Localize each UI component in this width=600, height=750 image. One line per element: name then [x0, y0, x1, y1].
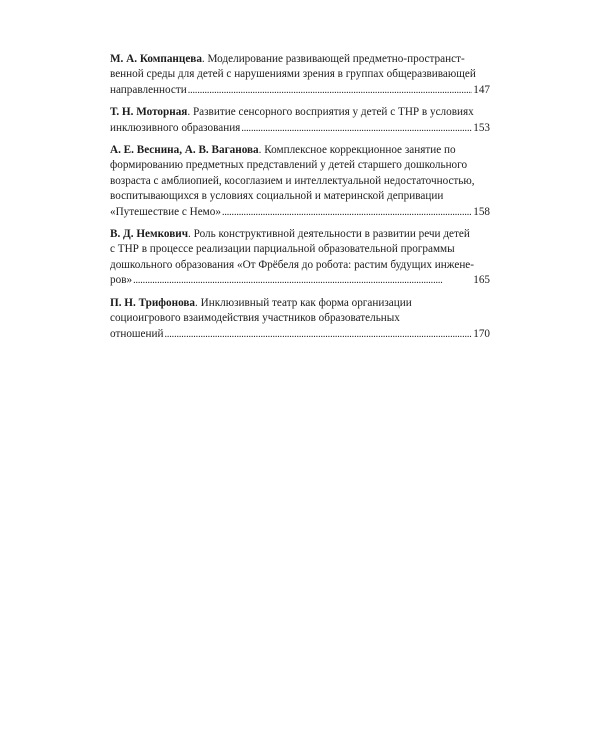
dot-leader — [241, 121, 472, 136]
toc-entry-title-end: отношений — [110, 327, 164, 340]
dot-leader — [222, 205, 472, 220]
toc-entry-page-number: 165 — [473, 274, 490, 287]
toc-entry-last-line — [110, 327, 490, 342]
toc-entry-authors: В. Д. Немкович — [110, 228, 189, 241]
toc-entry-title-line: . Развитие сенсорного восприятия у детей с ТНР в условиях — [187, 106, 474, 119]
toc-entry-authors: А. Е. Веснина, А. В. Ваганова — [110, 144, 259, 157]
toc-entry-first-line — [110, 227, 490, 242]
toc-entry-authors: Т. Н. Моторная — [110, 106, 188, 119]
toc-entry-page-number: 158 — [473, 205, 490, 218]
toc-entry-title-end: «Путешествие с Немо» — [110, 205, 221, 218]
toc-entry-title-line: воспитывающихся в условиях социальной и материнской депривации — [110, 190, 444, 203]
toc-entry-first-line — [110, 296, 490, 311]
toc-entry — [110, 105, 490, 136]
toc-entry-title-end: направленности — [110, 83, 187, 96]
toc-entry-title-line: дошкольного образования «От Фрёбеля до робота: растим будущих инжене- — [110, 258, 474, 271]
toc-entry-title-line: . Моделирование развивающей предметно-пространст- — [201, 53, 465, 65]
toc-entry — [110, 296, 490, 342]
toc-entry-authors: М. А. Компанцева — [110, 53, 202, 65]
toc-entry — [110, 227, 490, 289]
toc-entry-title-line: с ТНР в процессе реализации парциальной образовательной программы — [110, 243, 455, 256]
toc-entry — [110, 143, 490, 220]
toc-entry-last-line — [110, 83, 490, 98]
toc-entry-page-number: 170 — [473, 327, 490, 340]
table-of-contents — [110, 52, 490, 349]
toc-entry-last-line — [110, 273, 490, 288]
toc-entry-title-line: возраста с амблиопией, косоглазием и интеллектуальной недостаточностью, — [110, 174, 475, 187]
dot-leader — [164, 327, 472, 342]
dot-leader — [188, 83, 472, 98]
toc-entry-page-number: 147 — [473, 83, 490, 96]
toc-entry-title-end: инклюзивного образования — [110, 121, 241, 134]
toc-entry-title-line: . Комплексное коррекционное занятие по — [258, 144, 456, 157]
toc-entry-page-number: 153 — [473, 121, 490, 134]
toc-entry-authors: П. Н. Трифонова — [110, 296, 196, 309]
toc-entry — [110, 52, 490, 98]
toc-entry-title-end: ров» — [110, 274, 133, 287]
toc-entry-last-line — [110, 121, 490, 136]
toc-entry-title-line: венной среды для детей с нарушениями зрения в группах общеразвивающей — [110, 68, 476, 81]
toc-entry-title-line: . Инклюзивный театр как форма организации — [195, 296, 412, 309]
toc-entry-last-line — [110, 205, 490, 220]
toc-entry-title-line: формированию предметных представлений у детей старшего дошкольного — [110, 159, 468, 172]
toc-entry-first-line — [110, 143, 490, 158]
dot-leader — [133, 273, 472, 288]
toc-entry-title-line: . Роль конструктивной деятельности в развитии речи детей — [188, 228, 470, 241]
toc-entry-first-line — [110, 105, 490, 120]
toc-entry-title-line: социоигрового взаимодействия участников образовательных — [110, 312, 400, 325]
toc-entry-first-line — [110, 52, 490, 67]
